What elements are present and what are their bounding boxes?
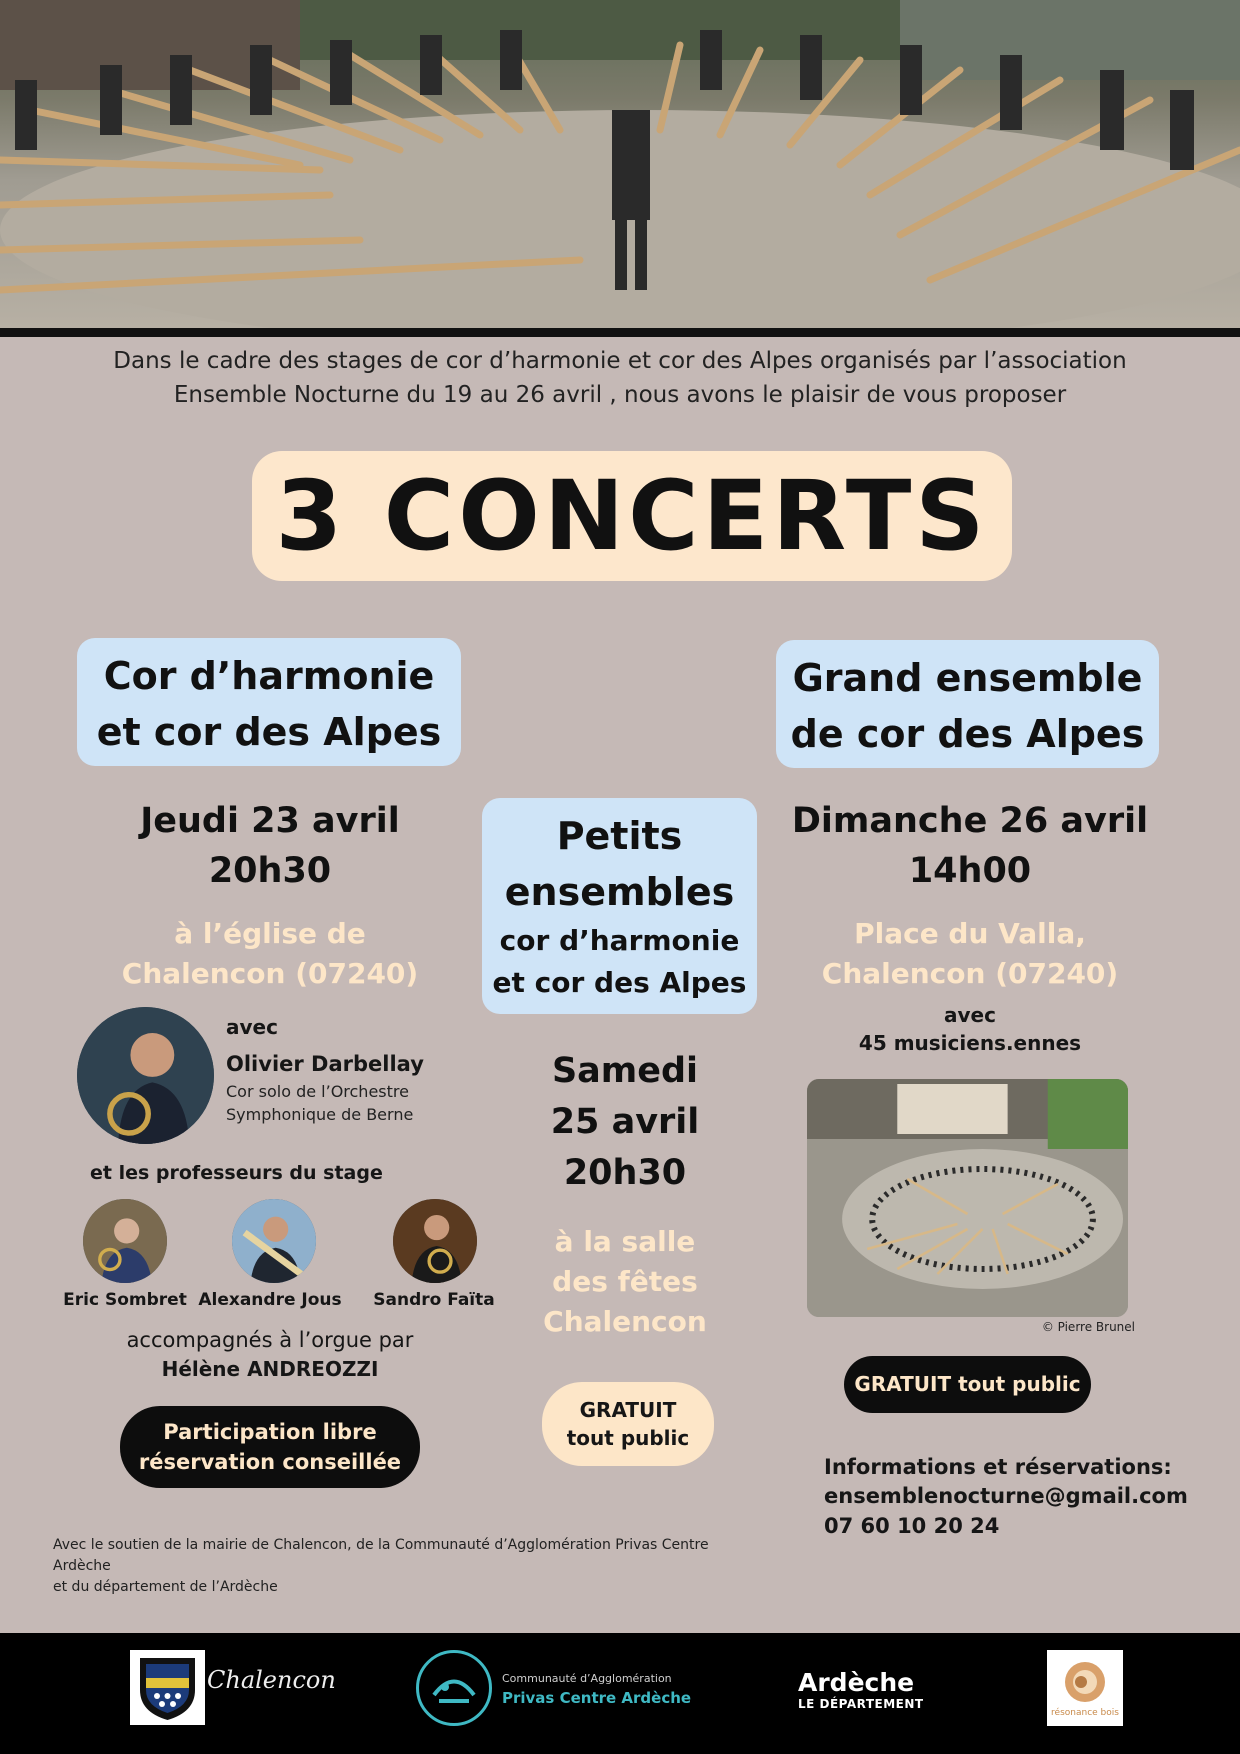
concert-right-place-line-1: Place du Valla, <box>854 917 1086 950</box>
concert-left-avec: avec <box>226 1015 278 1039</box>
intro-text <box>80 344 1160 412</box>
concert-mid-date-line-1: Samedi <box>551 1051 699 1091</box>
pill-mid-line-1: GRATUIT <box>579 1398 677 1422</box>
soloist-role-line-1: Cor solo de l’Orchestre <box>226 1082 409 1101</box>
concert-right-title-line-1: Grand ensemble <box>792 656 1143 700</box>
sponsors-line-2: et du département de l’Ardèche <box>53 1579 278 1595</box>
concert-mid-subtitle-line-1: cor d’harmonie <box>499 924 740 957</box>
concert-left-time: 20h30 <box>208 851 332 891</box>
headline: 3 CONCERTS <box>275 460 989 572</box>
pill-mid-line-2: tout public <box>566 1426 690 1450</box>
prof-portrait <box>393 1199 477 1283</box>
info-title: Informations et réservations: <box>824 1455 1172 1479</box>
soloist-portrait <box>77 1007 214 1144</box>
concert-left-title-line-1: Cor d’harmonie <box>103 654 435 698</box>
ardeche-logo-subtitle: LE DÉPARTEMENT <box>798 1697 924 1711</box>
chalencon-shield-logo <box>130 1650 205 1725</box>
profs-label: et les professeurs du stage <box>90 1162 383 1184</box>
pill-left-line-2: réservation conseillée <box>138 1450 402 1474</box>
soloist-role-line-2: Symphonique de Berne <box>226 1105 414 1124</box>
info-phone[interactable]: 07 60 10 20 24 <box>824 1514 1000 1538</box>
intro-line-2: Ensemble Nocturne du 19 au 26 avril , nous avons le plaisir de vous proposer <box>173 382 1067 408</box>
prof-name: Alexandre Jous <box>198 1290 342 1310</box>
ardeche-logo: Ardèche <box>798 1668 915 1697</box>
concert-mid-title-box <box>482 798 757 1014</box>
concert-mid-place-line-2: des fêtes <box>552 1265 698 1298</box>
concert-left-date <box>90 796 450 896</box>
sponsors-text <box>53 1535 753 1598</box>
concert-right-avec: avec <box>944 1003 996 1027</box>
hero-divider <box>0 328 1240 337</box>
soloist-role <box>226 1080 446 1126</box>
resonance-bois-logo-text: résonance bois <box>1051 1708 1119 1718</box>
organist-name: Hélène ANDREOZZI <box>161 1357 379 1381</box>
concert-mid-time: 20h30 <box>563 1153 687 1193</box>
intro-line-1: Dans le cadre des stages de cor d’harmonie et cor des Alpes organisés par l’association <box>113 348 1127 374</box>
concert-left-place-line-1: à l’église de <box>174 917 366 950</box>
concert-right-date <box>770 796 1170 896</box>
concert-mid-title-line-1: Petits <box>556 814 683 858</box>
organ-label: accompagnés à l’orgue par <box>126 1328 414 1352</box>
concert-left-day: Jeudi 23 avril <box>140 801 400 841</box>
grand-ensemble-photo <box>807 1079 1128 1317</box>
concert-mid-place <box>500 1222 750 1342</box>
concert-left-place-line-2: Chalencon (07240) <box>121 957 419 990</box>
concert-mid-subtitle-line-2: et cor des Alpes <box>492 966 747 999</box>
prof-name: Eric Sombret <box>63 1290 187 1310</box>
soloist-name: Olivier Darbellay <box>226 1052 424 1076</box>
prof-portrait <box>232 1199 316 1283</box>
sponsors-line-1: Avec le soutien de la mairie de Chalencon, de la Communauté d’Agglomération Privas Centre Ardèche <box>53 1537 709 1574</box>
concert-right-day: Dimanche 26 avril <box>791 801 1149 841</box>
prof-name: Sandro Faïta <box>373 1290 495 1310</box>
concert-mid-free-pill <box>542 1382 714 1466</box>
concert-mid-date <box>480 1046 770 1199</box>
concert-right-title-line-2: de cor des Alpes <box>790 712 1145 756</box>
photo-credit: © Pierre Brunel <box>1041 1320 1135 1334</box>
concert-left-title-box <box>77 638 461 766</box>
concert-right-place <box>770 914 1170 994</box>
pill-left-line-1: Participation libre <box>163 1420 377 1444</box>
concert-right-place-line-2: Chalencon (07240) <box>821 957 1119 990</box>
musicians-count: 45 musiciens.ennes <box>858 1031 1082 1055</box>
concert-mid-place-line-1: à la salle <box>554 1225 696 1258</box>
capca-logo <box>416 1650 492 1726</box>
chalencon-logo-text: Chalencon <box>207 1666 336 1694</box>
concert-mid-place-line-3: Chalencon <box>543 1305 707 1338</box>
concert-right-time: 14h00 <box>908 851 1032 891</box>
info-email[interactable]: ensemblenocturne@gmail.com <box>824 1484 1188 1508</box>
concert-right-free-pill: GRATUIT tout public <box>844 1356 1091 1413</box>
concert-right-title-box <box>776 640 1159 768</box>
headline-box <box>252 451 1012 581</box>
prof-portrait <box>83 1199 167 1283</box>
capca-logo-line-1: Communauté d’Agglomération <box>502 1672 672 1685</box>
concert-mid-date-line-2: 25 avril <box>550 1102 700 1142</box>
capca-logo-line-2: Privas Centre Ardèche <box>502 1689 692 1707</box>
hero-photo <box>0 0 1240 328</box>
concert-mid-title-line-2: ensembles <box>504 870 735 914</box>
concert-left-title-line-2: et cor des Alpes <box>96 710 442 754</box>
concert-left-place <box>90 914 450 994</box>
concert-left-participation-pill <box>120 1406 420 1488</box>
